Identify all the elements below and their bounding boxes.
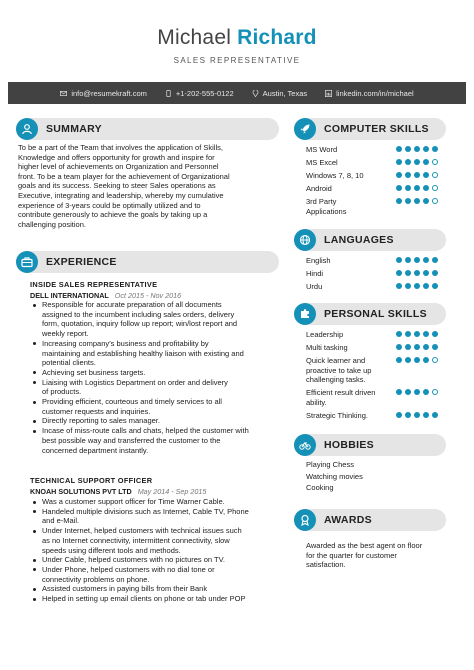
- summary-line: To be a part of the Team that involves the application of Skills,: [18, 143, 223, 152]
- rating-dot-empty: [432, 357, 438, 363]
- language-name: English: [306, 256, 331, 265]
- skill-rating: [396, 159, 438, 165]
- job-bullets: [30, 497, 280, 604]
- skill-rating: [396, 146, 438, 152]
- rating-dot-filled: [423, 270, 429, 276]
- summary-line: experience of 3-years could be optimally utilized and to: [18, 200, 201, 210]
- contact-phone[interactable]: [165, 89, 234, 98]
- language-rating: [396, 257, 438, 263]
- rating-dot-filled: [414, 331, 420, 337]
- summary-title: SUMMARY: [46, 123, 102, 135]
- hobby-item: Watching movies: [306, 471, 363, 481]
- rating-dot-filled: [432, 344, 438, 350]
- personal-skill-rating: [396, 412, 438, 418]
- rating-dot-filled: [396, 159, 402, 165]
- rating-dot-filled: [396, 357, 402, 363]
- rating-dot-filled: [423, 412, 429, 418]
- bullet-item: Responsible for accurate preparation of all documents assigned to the incumbent including sales orders, delivery form, quotation, inquiry follow up report; win/lost report and weekly report.: [30, 300, 280, 339]
- rating-dot-filled: [423, 172, 429, 178]
- summary-line: higher level of achievements on Organization and Personnel: [18, 162, 219, 172]
- rating-dot-filled: [432, 283, 438, 289]
- briefcase-icon-circle: [16, 251, 38, 273]
- experience-title: EXPERIENCE: [46, 256, 117, 268]
- languages-title: LANGUAGES: [324, 234, 394, 246]
- rating-dot-filled: [405, 198, 411, 204]
- rating-dot-filled: [414, 146, 420, 152]
- rating-dot-filled: [423, 344, 429, 350]
- skill-name: Android: [306, 184, 332, 193]
- skill-name: Windows 7, 8, 10: [306, 171, 364, 180]
- globe-icon-circle: [294, 229, 316, 251]
- bullet-item: Providing efficient, courteous and timely services to all customer requests and inquiries.: [30, 397, 280, 416]
- location-pin-icon: [252, 90, 259, 97]
- rating-dot-filled: [396, 172, 402, 178]
- first-name: Michael: [157, 26, 232, 49]
- rating-dot-filled: [405, 389, 411, 395]
- email-text: info@resumekraft.com: [71, 88, 147, 98]
- awards-header: [294, 509, 446, 531]
- rating-dot-filled: [396, 389, 402, 395]
- personal-skill-name: Multi tasking: [306, 343, 348, 352]
- rating-dot-filled: [414, 412, 420, 418]
- job-title: TECHNICAL SUPPORT OFFICER: [30, 476, 153, 485]
- rating-dot-filled: [423, 331, 429, 337]
- rating-dot-filled: [405, 257, 411, 263]
- skill-rating: [396, 172, 438, 178]
- rating-dot-filled: [432, 331, 438, 337]
- experience-header: [16, 251, 279, 273]
- personal-skill-rating: [396, 357, 438, 363]
- rating-dot-filled: [396, 283, 402, 289]
- rating-dot-filled: [423, 146, 429, 152]
- rating-dot-empty: [432, 389, 438, 395]
- personal-skill-rating: [396, 331, 438, 337]
- award-line: for the quarter for customer: [306, 550, 397, 560]
- language-rating: [396, 283, 438, 289]
- rating-dot-filled: [405, 344, 411, 350]
- personal-skill-name: Strategic Thinking.: [306, 411, 368, 420]
- skill-rating: [396, 198, 438, 204]
- user-icon: [21, 123, 33, 135]
- rocket-icon-circle: [294, 118, 316, 140]
- rating-dot-filled: [396, 198, 402, 204]
- summary-line: Executive, integrating and leadership, whereby my cumulative: [18, 190, 224, 200]
- bicycle-icon: [299, 439, 311, 451]
- hobby-item: Cooking: [306, 483, 334, 492]
- contact-bar: [8, 82, 466, 104]
- personal-skills-header: [294, 303, 446, 325]
- rating-dot-filled: [414, 257, 420, 263]
- summary-line: front. To be a team player for the achievement of Organizational: [18, 171, 230, 181]
- bullet-item: Was a customer support officer for Time Warner Cable.: [30, 497, 280, 507]
- rating-dot-empty: [432, 172, 438, 178]
- job-bullets: [30, 300, 280, 455]
- languages-header: [294, 229, 446, 251]
- phone-text: +1-202-555-0122: [175, 88, 234, 98]
- rating-dot-filled: [396, 344, 402, 350]
- phone-icon: [165, 90, 172, 97]
- bullet-item: Assisted customers in paying bills from their Bank: [30, 584, 280, 594]
- rating-dot-filled: [414, 172, 420, 178]
- language-name: Urdu: [306, 282, 323, 291]
- last-name: Richard: [237, 26, 317, 49]
- bullet-item: Incase of miss-route calls and chats, helped the customer with best possible way and transferred the customer to the concerned department instantly.: [30, 426, 280, 455]
- rating-dot-empty: [432, 198, 438, 204]
- linkedin-icon: [325, 90, 332, 97]
- rating-dot-filled: [396, 257, 402, 263]
- rating-dot-filled: [423, 185, 429, 191]
- rating-dot-filled: [396, 270, 402, 276]
- linkedin-text: linkedin.com/in/michael: [336, 88, 414, 98]
- rating-dot-filled: [414, 283, 420, 289]
- personal-skill-name: Leadership: [306, 330, 344, 339]
- puzzle-icon-circle: [294, 303, 316, 325]
- hobbies-header: [294, 434, 446, 456]
- skill-name: MS Word: [306, 145, 338, 154]
- rating-dot-filled: [405, 172, 411, 178]
- company-name: KNOAH SOLUTIONS PVT LTD: [30, 487, 132, 496]
- rating-dot-filled: [423, 198, 429, 204]
- hobbies-title: HOBBIES: [324, 439, 374, 451]
- job-role: SALES REPRESENTATIVE: [173, 56, 301, 65]
- name: [0, 26, 474, 50]
- rating-dot-filled: [432, 270, 438, 276]
- rating-dot-filled: [396, 185, 402, 191]
- contact-location: [252, 89, 307, 98]
- rating-dot-filled: [423, 283, 429, 289]
- rating-dot-filled: [405, 283, 411, 289]
- personal-skill-rating: [396, 344, 438, 350]
- personal-skill-name: Quick learner and proactive to take up challenging tasks.: [306, 356, 372, 385]
- bullet-item: Under Cable, helped customers with no pictures on TV.: [30, 555, 280, 565]
- globe-icon: [299, 234, 311, 246]
- bullet-item: Increasing company’s business and profitability by maintaining and establishing healthy liaison with existing and potential clients.: [30, 339, 280, 368]
- hobbies-list: [306, 459, 363, 494]
- bullet-item: Under Internet, helped customers with technical issues such as no Internet connectivity, intermittent connectivity, slow speeds using different tools and methods.: [30, 526, 280, 555]
- bullet-item: Liaising with Logistics Department on order and delivery of products.: [30, 378, 280, 397]
- rating-dot-filled: [414, 389, 420, 395]
- rating-dot-filled: [414, 159, 420, 165]
- hobby-item: Playing Chess: [306, 460, 354, 469]
- bullet-item: Achieving set business targets.: [30, 368, 280, 378]
- rating-dot-filled: [414, 344, 420, 350]
- award-ribbon-icon: [299, 514, 311, 526]
- computer-skills-title: COMPUTER SKILLS: [324, 123, 429, 135]
- rocket-icon: [299, 123, 311, 135]
- summary-line: challenging position.: [18, 219, 86, 229]
- summary-line: Knowledge and offers opportunity for growth and inspire for: [18, 152, 215, 162]
- job-title: INSIDE SALES REPRESENTATIVE: [30, 280, 158, 289]
- bullet-item: Directly reporting to sales manager.: [30, 416, 280, 426]
- job-dates: Oct 2015 - Nov 2016: [114, 291, 182, 300]
- rating-dot-filled: [423, 159, 429, 165]
- mail-icon: [60, 90, 67, 97]
- company-line: [30, 487, 206, 496]
- personal-skill-name: Efficient result driven ability.: [306, 388, 376, 407]
- award-icon-circle: [294, 509, 316, 531]
- company-line: [30, 291, 181, 300]
- skill-rating: [396, 185, 438, 191]
- language-rating: [396, 270, 438, 276]
- summary-header: [16, 118, 279, 140]
- rating-dot-filled: [405, 185, 411, 191]
- personal-skill-rating: [396, 389, 438, 395]
- rating-dot-filled: [423, 357, 429, 363]
- summary-text: [18, 143, 280, 229]
- rating-dot-filled: [405, 412, 411, 418]
- rating-dot-empty: [432, 185, 438, 191]
- rating-dot-filled: [396, 412, 402, 418]
- rating-dot-filled: [405, 357, 411, 363]
- personal-skills-title: PERSONAL SKILLS: [324, 308, 427, 320]
- awards-text: [306, 541, 456, 570]
- rating-dot-filled: [396, 146, 402, 152]
- rating-dot-filled: [405, 159, 411, 165]
- language-name: Hindi: [306, 269, 324, 278]
- bullet-item: Under Phone, helped customers with no dial tone or connectivity problems on phone.: [30, 565, 280, 584]
- rating-dot-filled: [432, 412, 438, 418]
- skill-name: MS Excel: [306, 158, 338, 167]
- briefcase-icon: [21, 256, 33, 268]
- location-text: Austin, Texas: [262, 88, 308, 98]
- award-line: satisfaction.: [306, 560, 346, 570]
- computer-skills-header: [294, 118, 446, 140]
- rating-dot-empty: [432, 159, 438, 165]
- rating-dot-filled: [423, 257, 429, 263]
- rating-dot-filled: [396, 331, 402, 337]
- contact-linkedin[interactable]: [325, 89, 414, 98]
- rating-dot-filled: [414, 198, 420, 204]
- bicycle-icon-circle: [294, 434, 316, 456]
- contact-email[interactable]: [60, 89, 147, 98]
- summary-line: goals and its success. Seeking to steer Sales operations as: [18, 181, 216, 191]
- bullet-item: Handeled multiple divisions such as Internet, Cable TV, Phone and e-Mail.: [30, 507, 280, 526]
- rating-dot-filled: [405, 270, 411, 276]
- rating-dot-filled: [414, 270, 420, 276]
- rating-dot-filled: [405, 331, 411, 337]
- job-dates: May 2014 - Sep 2015: [137, 487, 207, 496]
- rating-dot-filled: [414, 185, 420, 191]
- rating-dot-filled: [414, 357, 420, 363]
- puzzle-icon: [299, 308, 311, 320]
- bullet-item: Helped in setting up email clients on phone or tab under POP: [30, 594, 280, 604]
- summary-line: contribute generously to achieve the goals by taking up a: [18, 210, 208, 220]
- rating-dot-filled: [405, 146, 411, 152]
- rating-dot-filled: [432, 257, 438, 263]
- rating-dot-filled: [432, 146, 438, 152]
- skill-name: 3rd Party Applications: [306, 197, 347, 216]
- company-name: DELL INTERNATIONAL: [30, 291, 109, 300]
- rating-dot-filled: [423, 389, 429, 395]
- user-icon-circle: [16, 118, 38, 140]
- award-line: Awarded as the best agent on floor: [306, 541, 423, 550]
- awards-title: AWARDS: [324, 514, 372, 526]
